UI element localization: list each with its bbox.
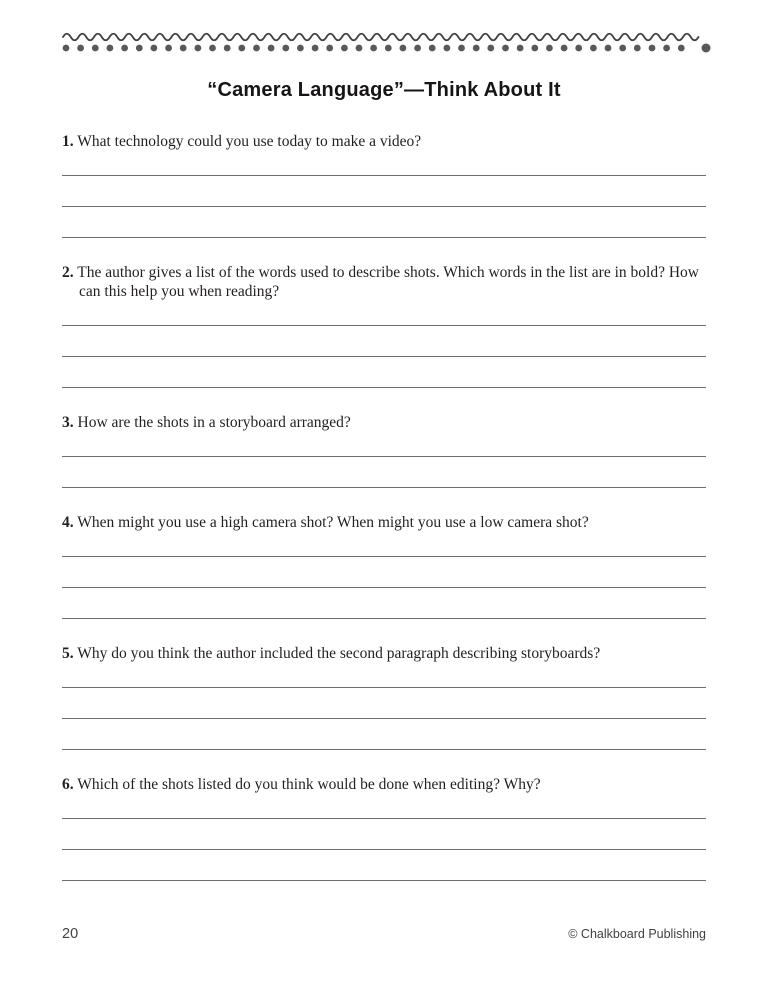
question-prompt: Which of the shots listed do you think would be done when editing? Why? [77,776,541,793]
answer-lines [62,532,706,619]
question-number: 6. [62,776,74,793]
page-number: 20 [62,926,79,942]
question-number: 1. [62,133,74,150]
question-block-4 [62,513,706,619]
question-block-1 [62,132,706,238]
question-text [62,775,706,794]
question-prompt: The author gives a list of the words used to describe shots. Which words in the list are in bold? How can this help you when reading? [77,264,699,300]
question-block-6 [62,775,706,881]
answer-line [62,557,706,588]
question-number: 4. [62,514,74,531]
question-number: 2. [62,264,74,281]
question-number: 5. [62,645,74,662]
answer-line [62,794,706,819]
answer-line [62,176,706,207]
answer-lines [62,301,706,388]
answer-line [62,357,706,388]
question-prompt: Why do you think the author included the second paragraph describing storyboards? [77,645,601,662]
page-footer [62,926,706,942]
question-text [62,263,706,301]
answer-line [62,850,706,881]
question-prompt: When might you use a high camera shot? When might you use a low camera shot? [77,514,589,531]
question-list [62,132,706,881]
copyright-notice: © Chalkboard Publishing [568,927,706,941]
answer-line [62,207,706,238]
question-text [62,132,706,151]
answer-line [62,663,706,688]
question-number: 3. [62,414,74,431]
question-prompt: How are the shots in a storyboard arranged? [77,414,351,431]
answer-lines [62,432,706,488]
answer-line [62,432,706,457]
answer-line [62,719,706,750]
question-text [62,413,706,432]
page-title: “Camera Language”—Think About It [207,79,561,101]
answer-line [62,688,706,719]
question-text [62,513,706,532]
answer-line [62,819,706,850]
question-prompt: What technology could you use today to make a video? [77,133,422,150]
question-block-5 [62,644,706,750]
answer-lines [62,151,706,238]
answer-line [62,457,706,488]
wave-dots-border-ornament [62,28,712,53]
question-block-3 [62,413,706,488]
question-text [62,644,706,663]
answer-line [62,588,706,619]
answer-line [62,532,706,557]
answer-lines [62,794,706,881]
answer-line [62,151,706,176]
answer-line [62,301,706,326]
question-block-2 [62,263,706,388]
answer-line [62,326,706,357]
answer-lines [62,663,706,750]
